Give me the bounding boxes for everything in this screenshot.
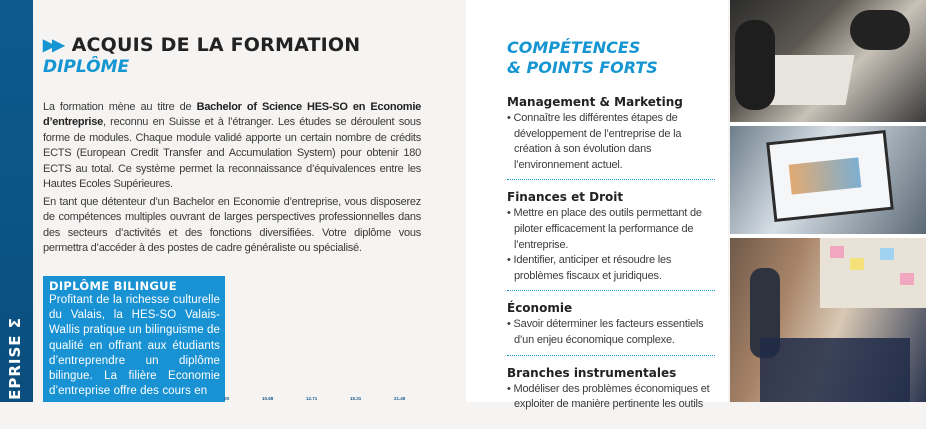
bilingual-box <box>43 276 225 402</box>
chart-label: 21.49 <box>394 396 406 401</box>
formation-heading <box>43 34 421 77</box>
intro-post: , reconnu en Suisse et à l’étranger. Les études se déroulent sous forme de modules. Chaque module validé apporte un certain nombre de crédits ECTS (European Credit Transfer and Accumulation System) pour obtenir 180 ECTS au total. Ce système permet la reconnaissance d’équivalences entre les Hautes Ecoles Supérieures. <box>43 116 421 191</box>
section-economie <box>507 301 715 355</box>
section-heading: Économie <box>507 301 573 316</box>
page-title: ACQUIS DE LA FORMATION <box>71 34 361 56</box>
bullet-item: • Mettre en place des outils permettant de piloter efficacement la performance de l’entreprise. <box>507 206 715 253</box>
competences-title-line2: & POINTS FORTS <box>507 58 658 77</box>
chart-label: 10.68 <box>262 396 274 401</box>
section-finances <box>507 190 715 291</box>
degree-name: Bachelor of Science HES-SO en Economie d’entreprise <box>43 101 421 129</box>
bilingual-text: Profitant de la richesse culturelle du Valais, la HES-SO Valais-Wallis pratique un bilinguisme de qualité en offrant aux étudiants d’entreprendre un diplôme bilingue. La filière Economie d’entreprise offre des cours en <box>49 294 220 398</box>
side-strip <box>0 0 33 402</box>
section-heading: Branches instrumentales <box>507 365 677 380</box>
photo-classroom <box>730 238 926 402</box>
section-subtitle: DIPLÔME <box>43 57 130 77</box>
bullet-item: • Savoir déterminer les facteurs essentiels d’un enjeu économique complexe. <box>507 317 715 348</box>
competences-title <box>507 38 658 78</box>
chart-labels <box>222 396 422 404</box>
bullet-item: • Identifier, anticiper et résoudre les problèmes fiscaux et juridiques. <box>507 253 715 284</box>
intro-paragraph <box>43 100 421 192</box>
competences-title-line1: COMPÉTENCES <box>507 38 641 57</box>
bullet-item: • Modéliser des problèmes économiques et exploiter de manière pertinente les outils <box>507 382 715 413</box>
section-branches <box>507 366 715 419</box>
bullet-item: • Connaître les différentes étapes de développement de l’entreprise de la création à son évolution dans l’environnement actuel. <box>507 111 715 173</box>
side-label: EPRISE Σ <box>6 317 24 400</box>
intro-pre: La formation mène au titre de <box>43 101 197 113</box>
competences-list <box>507 95 715 429</box>
double-arrow-icon: ▶▶ <box>43 37 62 54</box>
chart-label: 05 <box>224 396 230 401</box>
chart-label: 12.71 <box>306 396 318 401</box>
section-heading: Management & Marketing <box>507 95 683 109</box>
career-paragraph: En tant que détenteur d’un Bachelor en Economie d’entreprise, vous disposerez de compétences multiples ouvrant de larges perspectives professionnelles dans des secteurs d’activités et des fonctions diversifiées. Votre diplôme vous permettra d’accéder à des postes de cadre généraliste ou spécialisé. <box>43 196 421 255</box>
section-heading: Finances et Droit <box>507 190 624 205</box>
section-management <box>507 95 715 180</box>
photo-students-laptops <box>730 0 926 122</box>
photo-column <box>730 0 926 402</box>
bilingual-title: DIPLÔME BILINGUE <box>49 279 177 293</box>
photo-tablet-charts <box>730 126 926 234</box>
chart-label: 15.31 <box>350 396 362 401</box>
